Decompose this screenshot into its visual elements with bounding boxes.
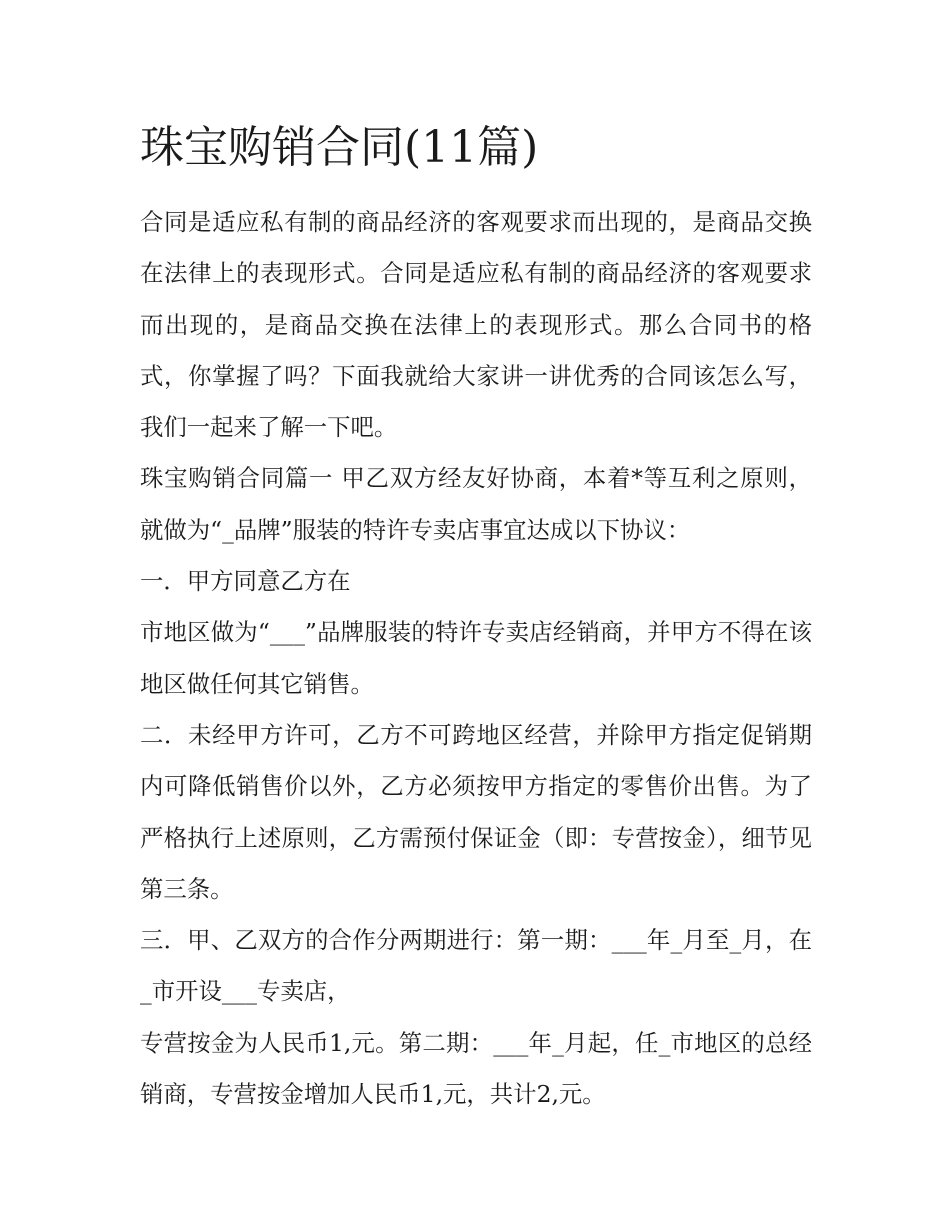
paragraph-clause-three-part-one: 三．甲、乙双方的合作分两期进行：第一期：___年_月至_月，在_市开设___专卖店， <box>140 926 812 1006</box>
document-title: 珠宝购销合同(11篇) <box>140 122 539 173</box>
paragraph-clause-two: 二．未经甲方许可，乙方不可跨地区经营，并除甲方指定促销期内可降低销售价以外，乙方必须按甲方指定的零售价出售。为了严格执行上述原则，乙方需预付保证金（即：专营按金），细节见第三条。 <box>140 720 812 903</box>
paragraph-clause-one-body: 市地区做为“___”品牌服装的特许专卖店经销商，并甲方不得在该地区做任何其它销售。 <box>140 618 812 698</box>
paragraph-clause-one-heading: 一．甲方同意乙方在 <box>140 567 351 596</box>
paragraph-clause-three-part-two: 专营按金为人民币1,元。第二期：___年_月起，任_市地区的总经销商，专营按金增加人民币1,元，共计2,元。 <box>140 1028 812 1109</box>
document-body <box>140 197 812 1120</box>
paragraph-intro: 合同是适应私有制的商品经济的客观要求而出现的，是商品交换在法律上的表现形式。合同是适应私有制的商品经济的客观要求而出现的，是商品交换在法律上的表现形式。那么合同书的格式，你掌握了吗？下面我就给大家讲一讲优秀的合同该怎么写，我们一起来了解一下吧。 <box>140 208 812 442</box>
paragraph-contract-one-intro: 珠宝购销合同篇一 甲乙双方经友好协商，本着*等互利之原则，就做为“_品牌”服装的特许专卖店事宜达成以下协议： <box>140 464 812 544</box>
